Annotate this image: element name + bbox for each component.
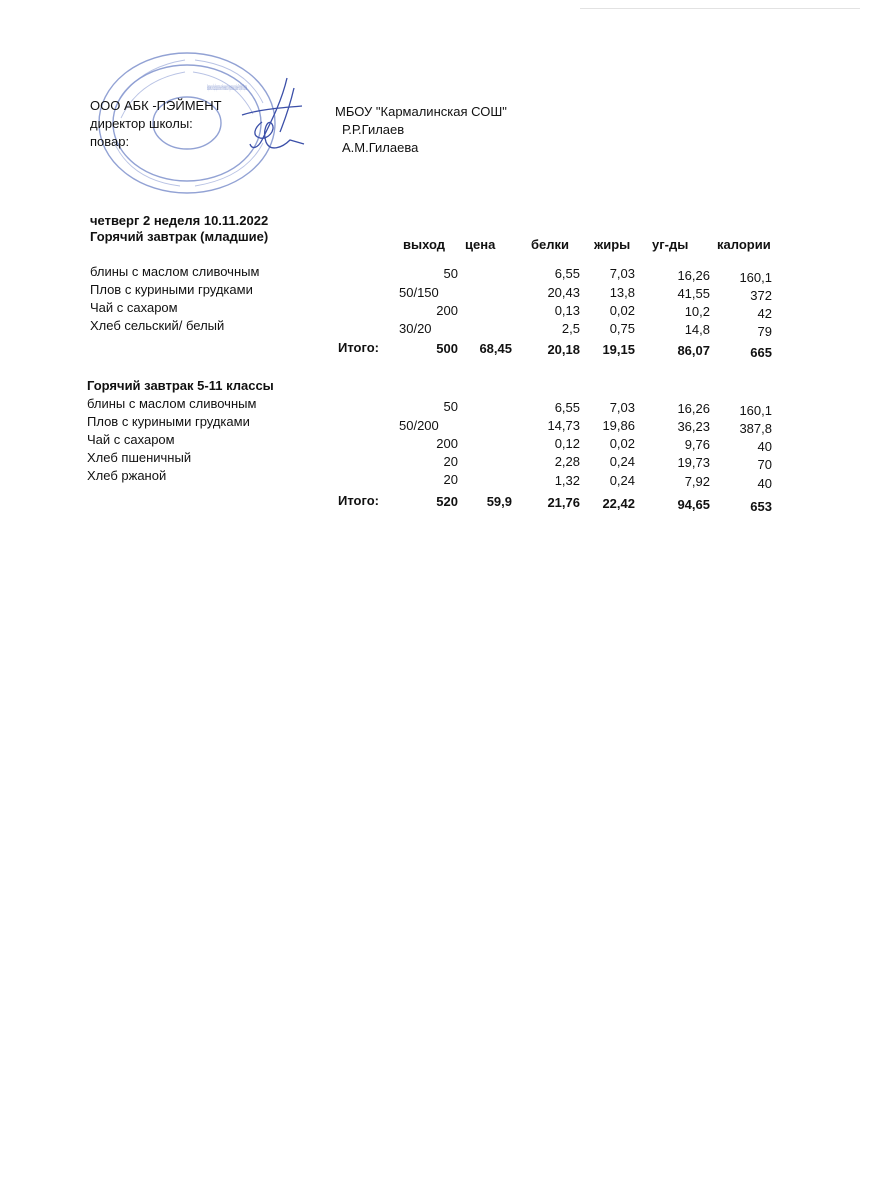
cook-name: А.М.Гилаева <box>342 140 419 155</box>
dish-calories: 160,1 <box>739 403 772 418</box>
dish-carbs: 19,73 <box>677 455 710 470</box>
dish-protein: 1,32 <box>554 473 580 488</box>
dish-fat: 0,75 <box>609 321 635 336</box>
dish-output: 50 <box>443 399 458 414</box>
dish-carbs: 10,2 <box>684 304 710 319</box>
dish-calories: 40 <box>757 476 772 491</box>
section2-title: Горячий завтрак 5-11 классы <box>87 378 274 393</box>
dish-carbs: 9,76 <box>684 437 710 452</box>
total-carbs: 86,07 <box>677 343 710 358</box>
dish-output: 200 <box>436 303 458 318</box>
dish-fat: 0,24 <box>609 473 635 488</box>
col-header-carbs: уг-ды <box>652 237 689 252</box>
dish-protein: 6,55 <box>554 400 580 415</box>
dish-fat: 0,02 <box>609 436 635 451</box>
dish-protein: 0,13 <box>554 303 580 318</box>
total-label: Итого: <box>338 493 379 508</box>
date-line: четверг 2 неделя 10.11.2022 <box>90 213 269 228</box>
dish-name: Хлеб ржаной <box>87 468 167 483</box>
total-output: 520 <box>436 494 458 509</box>
total-calories: 653 <box>750 499 772 514</box>
dish-calories: 42 <box>757 306 772 321</box>
dish-name: Чай с сахаром <box>90 300 178 315</box>
total-carbs: 94,65 <box>677 497 710 512</box>
dish-carbs: 16,26 <box>677 401 710 416</box>
total-protein: 20,18 <box>547 342 580 357</box>
col-header-output: выход <box>403 237 446 252</box>
col-header-calories: калории <box>717 237 771 252</box>
dish-calories: 387,8 <box>739 421 772 436</box>
dish-name: Хлеб пшеничный <box>87 450 192 465</box>
dish-calories: 70 <box>757 457 772 472</box>
total-fat: 22,42 <box>602 496 635 511</box>
total-price: 68,45 <box>479 341 512 356</box>
dish-protein: 14,73 <box>547 418 580 433</box>
director-name: Р.Р.Гилаев <box>342 122 405 137</box>
dish-name: Хлеб сельский/ белый <box>90 318 225 333</box>
dish-protein: 6,55 <box>554 266 580 281</box>
total-output: 500 <box>436 341 458 356</box>
col-header-price: цена <box>465 237 496 252</box>
dish-fat: 19,86 <box>602 418 635 433</box>
dish-protein: 20,43 <box>547 285 580 300</box>
dish-fat: 7,03 <box>609 400 635 415</box>
stamp-text: Кармалинская общеобразовательная Нижнекамского муниципального района Республики Татарстан <box>207 83 247 92</box>
dish-calories: 160,1 <box>739 270 772 285</box>
dish-carbs: 14,8 <box>684 322 710 337</box>
total-price: 59,9 <box>486 494 512 509</box>
total-label: Итого: <box>338 340 379 355</box>
dish-calories: 372 <box>750 288 772 303</box>
dish-fat: 0,24 <box>609 454 635 469</box>
total-protein: 21,76 <box>547 495 580 510</box>
dish-name: блины с маслом сливочным <box>87 396 257 411</box>
dish-name: блины с маслом сливочным <box>90 264 260 279</box>
dish-fat: 13,8 <box>609 285 635 300</box>
dish-protein: 2,5 <box>561 321 580 336</box>
dish-carbs: 7,92 <box>684 474 710 489</box>
dish-calories: 40 <box>757 439 772 454</box>
dish-name: Плов с куриными грудками <box>87 414 250 429</box>
cook-label: повар: <box>90 134 130 149</box>
total-calories: 665 <box>750 345 772 360</box>
col-header-protein: белки <box>531 237 570 252</box>
dish-carbs: 16,26 <box>677 268 710 283</box>
dish-name: Чай с сахаром <box>87 432 175 447</box>
dish-output: 50/150 <box>399 285 439 300</box>
school-name: МБОУ "Кармалинская СОШ" <box>335 104 507 119</box>
dish-output: 50/200 <box>399 418 439 433</box>
col-header-fat: жиры <box>594 237 631 252</box>
signature <box>232 70 312 160</box>
dish-name: Плов с куриными грудками <box>90 282 253 297</box>
dish-carbs: 41,55 <box>677 286 710 301</box>
scan-edge-line <box>580 8 860 9</box>
dish-output: 50 <box>443 266 458 281</box>
dish-fat: 0,02 <box>609 303 635 318</box>
dish-output: 20 <box>443 454 458 469</box>
dish-output: 20 <box>443 472 458 487</box>
total-fat: 19,15 <box>602 342 635 357</box>
dish-output: 30/20 <box>399 321 432 336</box>
dish-fat: 7,03 <box>609 266 635 281</box>
dish-protein: 0,12 <box>554 436 580 451</box>
dish-protein: 2,28 <box>554 454 580 469</box>
dish-carbs: 36,23 <box>677 419 710 434</box>
dish-calories: 79 <box>757 324 772 339</box>
dish-output: 200 <box>436 436 458 451</box>
section1-title: Горячий завтрак (младшие) <box>90 229 269 244</box>
company-name: ООО АБК -ПЭЙМЕНТ <box>90 98 222 113</box>
director-label: директор школы: <box>90 116 193 131</box>
